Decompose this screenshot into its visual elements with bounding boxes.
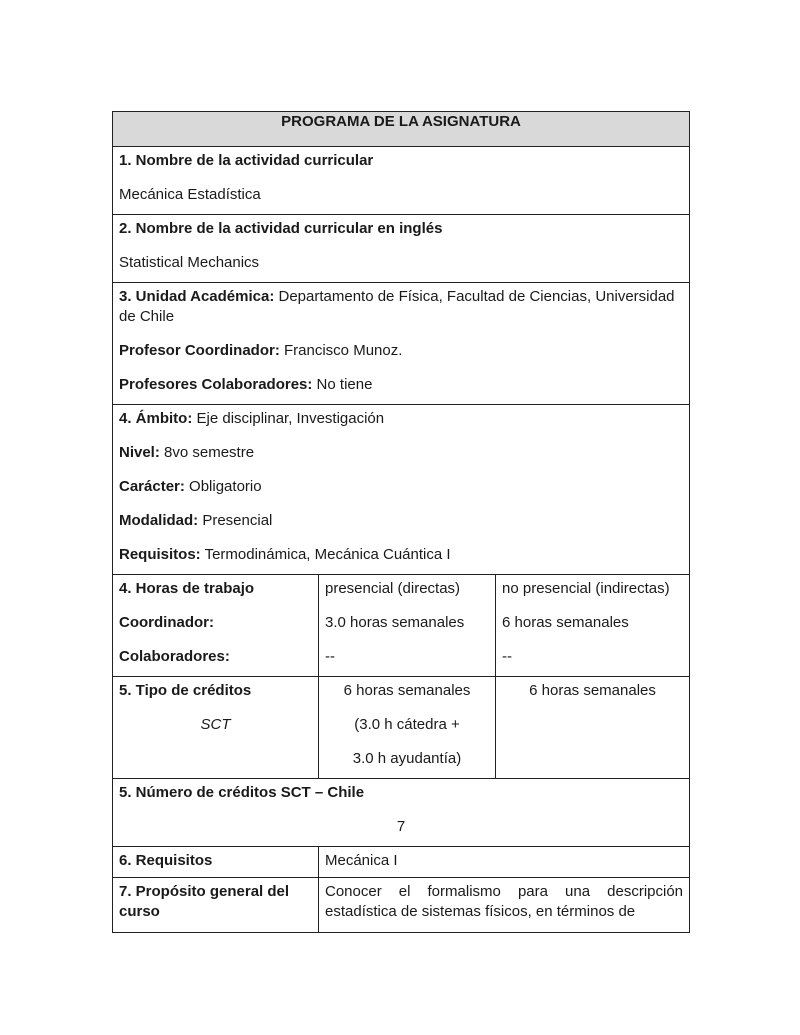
collaborators: Profesores Colaboradores: No tiene bbox=[119, 376, 373, 393]
credit-presential: 6 horas semanales (3.0 h cátedra + 3.0 h ayudantía) bbox=[319, 677, 496, 779]
credit-type-sct: SCT bbox=[200, 716, 231, 733]
scope: 4. Ámbito: Eje disciplinar, Investigación bbox=[119, 410, 385, 427]
level: Nivel: 8vo semestre bbox=[119, 444, 255, 461]
activity-name-label: 1. Nombre de la actividad curricular bbox=[119, 152, 374, 169]
requirements-label: 6. Requisitos bbox=[113, 847, 319, 878]
program-table bbox=[112, 111, 690, 933]
english-name-value: Statistical Mechanics bbox=[119, 254, 260, 271]
english-name-label: 2. Nombre de la actividad curricular en inglés bbox=[119, 220, 443, 237]
requirements: Requisitos: Termodinámica, Mecánica Cuántica I bbox=[119, 546, 451, 563]
work-hours-non-presential: no presencial (indirectas) 6 horas semanales -- bbox=[496, 575, 690, 677]
section-activity-name-english bbox=[113, 215, 690, 283]
work-hours-labels: 4. Horas de trabajo Coordinador: Colaboradores: bbox=[113, 575, 319, 677]
section-academic-unit bbox=[113, 283, 690, 405]
section-scope bbox=[113, 405, 690, 575]
academic-unit: 3. Unidad Académica: Departamento de Física, Facultad de Ciencias, Universidad de Chile bbox=[119, 288, 675, 325]
requirements-value: Mecánica I bbox=[319, 847, 690, 878]
credit-type-label: 5. Tipo de créditos SCT bbox=[113, 677, 319, 779]
character: Carácter: Obligatorio bbox=[119, 478, 262, 495]
coordinator: Profesor Coordinador: Francisco Munoz. bbox=[119, 342, 403, 359]
purpose-value: Conocer el formalismo para una descripción estadística de sistemas físicos, en términos de bbox=[319, 878, 690, 933]
credit-non-presential: 6 horas semanales bbox=[496, 677, 690, 779]
section-credit-number: 5. Número de créditos SCT – Chile 7 bbox=[113, 779, 690, 847]
purpose-label: 7. Propósito general del curso bbox=[113, 878, 319, 933]
credit-number-value: 7 bbox=[396, 818, 406, 835]
work-hours-presential: presencial (directas) 3.0 horas semanales -- bbox=[319, 575, 496, 677]
section-activity-name bbox=[113, 147, 690, 215]
activity-name-value: Mecánica Estadística bbox=[119, 186, 261, 203]
modality: Modalidad: Presencial bbox=[119, 512, 273, 529]
table-title: PROGRAMA DE LA ASIGNATURA bbox=[113, 112, 690, 147]
